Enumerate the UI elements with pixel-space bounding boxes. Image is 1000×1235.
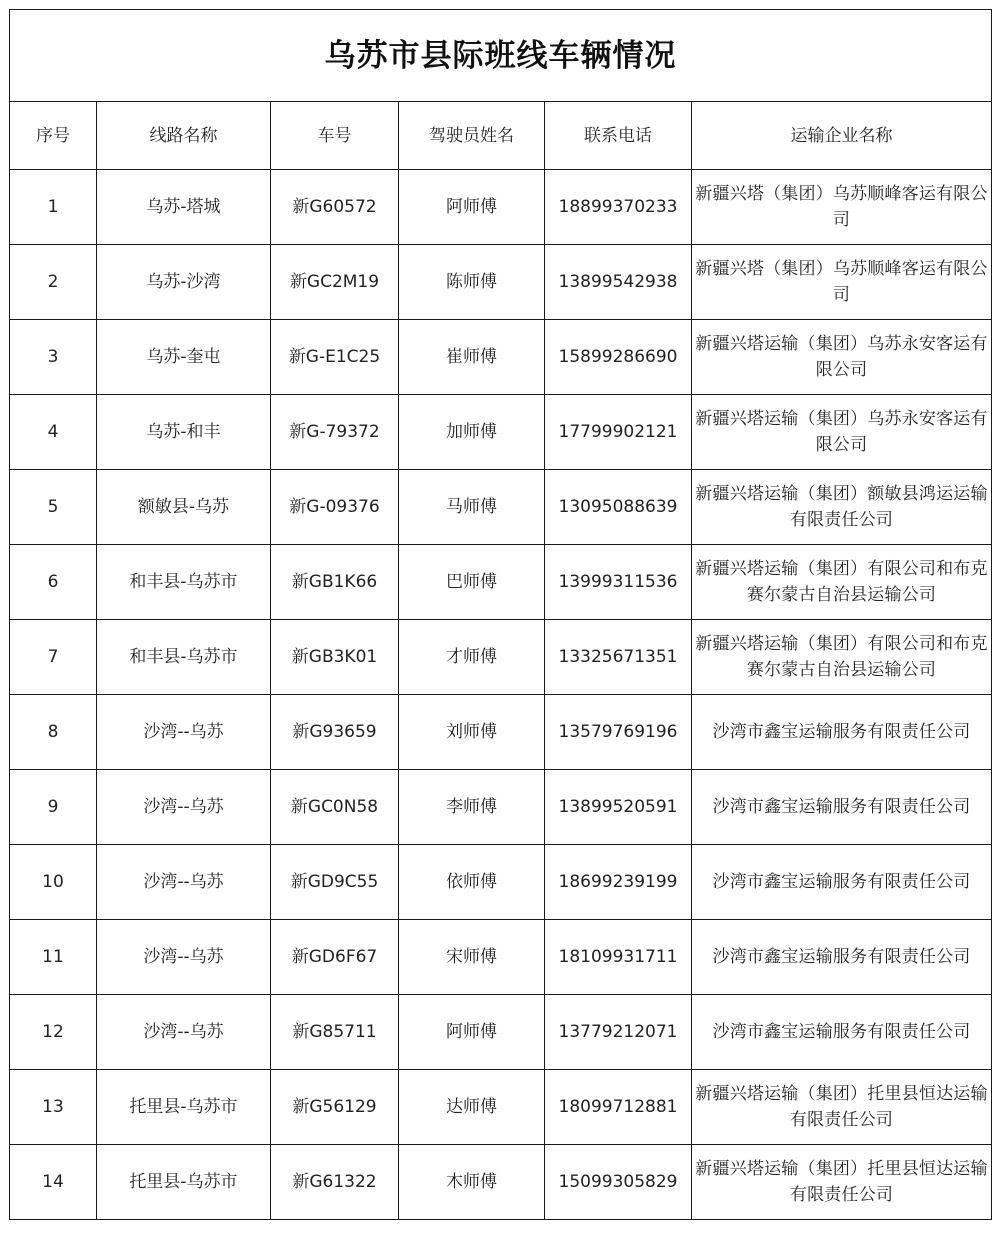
cell-route: 沙湾--乌苏 (97, 845, 271, 920)
cell-plate: 新G60572 (271, 170, 399, 245)
cell-driver: 加师傅 (399, 395, 545, 470)
cell-company: 新疆兴塔运输（集团）额敏县鸿运运输有限责任公司 (692, 470, 992, 545)
cell-route: 乌苏-沙湾 (97, 245, 271, 320)
cell-phone: 18899370233 (545, 170, 692, 245)
cell-route: 托里县-乌苏市 (97, 1070, 271, 1145)
cell-plate: 新GB3K01 (271, 620, 399, 695)
cell-no: 1 (10, 170, 97, 245)
vehicle-info-sheet (9, 9, 991, 1225)
cell-no: 14 (10, 1145, 97, 1220)
cell-driver: 阿师傅 (399, 995, 545, 1070)
table-row (10, 470, 992, 545)
cell-plate: 新G61322 (271, 1145, 399, 1220)
cell-route: 乌苏-和丰 (97, 395, 271, 470)
cell-company: 新疆兴塔运输（集团）乌苏永安客运有限公司 (692, 320, 992, 395)
column-header-phone: 联系电话 (545, 102, 692, 170)
cell-company: 新疆兴塔运输（集团）托里县恒达运输有限责任公司 (692, 1070, 992, 1145)
cell-plate: 新GC0N58 (271, 770, 399, 845)
column-header-plate: 车号 (271, 102, 399, 170)
cell-driver: 崔师傅 (399, 320, 545, 395)
cell-no: 2 (10, 245, 97, 320)
cell-driver: 陈师傅 (399, 245, 545, 320)
cell-phone: 13899520591 (545, 770, 692, 845)
cell-company: 新疆兴塔运输（集团）托里县恒达运输有限责任公司 (692, 1145, 992, 1220)
cell-route: 沙湾--乌苏 (97, 770, 271, 845)
cell-no: 12 (10, 995, 97, 1070)
cell-route: 和丰县-乌苏市 (97, 545, 271, 620)
cell-plate: 新GD6F67 (271, 920, 399, 995)
cell-phone: 13325671351 (545, 620, 692, 695)
cell-route: 沙湾--乌苏 (97, 920, 271, 995)
page-title: 乌苏市县际班线车辆情况 (10, 10, 992, 102)
cell-phone: 15099305829 (545, 1145, 692, 1220)
cell-route: 托里县-乌苏市 (97, 1145, 271, 1220)
cell-driver: 阿师傅 (399, 170, 545, 245)
column-header-route: 线路名称 (97, 102, 271, 170)
cell-no: 3 (10, 320, 97, 395)
cell-phone: 18099712881 (545, 1070, 692, 1145)
cell-no: 11 (10, 920, 97, 995)
cell-phone: 18109931711 (545, 920, 692, 995)
cell-company: 新疆兴塔运输（集团）有限公司和布克赛尔蒙古自治县运输公司 (692, 620, 992, 695)
cell-plate: 新GB1K66 (271, 545, 399, 620)
table-row (10, 395, 992, 470)
cell-driver: 依师傅 (399, 845, 545, 920)
table-row (10, 920, 992, 995)
cell-driver: 巴师傅 (399, 545, 545, 620)
cell-phone: 15899286690 (545, 320, 692, 395)
table-row (10, 845, 992, 920)
table-row (10, 695, 992, 770)
cell-plate: 新G93659 (271, 695, 399, 770)
cell-driver: 李师傅 (399, 770, 545, 845)
cell-company: 新疆兴塔（集团）乌苏顺峰客运有限公司 (692, 170, 992, 245)
cell-phone: 17799902121 (545, 395, 692, 470)
cell-company: 沙湾市鑫宝运输服务有限责任公司 (692, 995, 992, 1070)
table-row (10, 545, 992, 620)
cell-plate: 新G-09376 (271, 470, 399, 545)
cell-driver: 才师傅 (399, 620, 545, 695)
cell-route: 额敏县-乌苏 (97, 470, 271, 545)
column-header-no: 序号 (10, 102, 97, 170)
table-row (10, 620, 992, 695)
cell-phone: 13999311536 (545, 545, 692, 620)
table-row (10, 770, 992, 845)
cell-route: 乌苏-奎屯 (97, 320, 271, 395)
cell-driver: 宋师傅 (399, 920, 545, 995)
cell-company: 新疆兴塔运输（集团）乌苏永安客运有限公司 (692, 395, 992, 470)
cell-plate: 新G-79372 (271, 395, 399, 470)
cell-route: 和丰县-乌苏市 (97, 620, 271, 695)
table-row (10, 1145, 992, 1220)
cell-driver: 木师傅 (399, 1145, 545, 1220)
table-row (10, 1070, 992, 1145)
cell-phone: 18699239199 (545, 845, 692, 920)
cell-driver: 达师傅 (399, 1070, 545, 1145)
cell-company: 新疆兴塔（集团）乌苏顺峰客运有限公司 (692, 245, 992, 320)
cell-plate: 新G56129 (271, 1070, 399, 1145)
cell-no: 8 (10, 695, 97, 770)
column-header-driver: 驾驶员姓名 (399, 102, 545, 170)
column-header-company: 运输企业名称 (692, 102, 992, 170)
table-body (10, 170, 992, 1220)
cell-route: 沙湾--乌苏 (97, 995, 271, 1070)
cell-no: 7 (10, 620, 97, 695)
cell-company: 沙湾市鑫宝运输服务有限责任公司 (692, 845, 992, 920)
cell-driver: 刘师傅 (399, 695, 545, 770)
cell-plate: 新G-E1C25 (271, 320, 399, 395)
cell-plate: 新G85711 (271, 995, 399, 1070)
cell-route: 沙湾--乌苏 (97, 695, 271, 770)
cell-phone: 13779212071 (545, 995, 692, 1070)
cell-no: 10 (10, 845, 97, 920)
header-row (10, 102, 992, 170)
cell-phone: 13579769196 (545, 695, 692, 770)
cell-driver: 马师傅 (399, 470, 545, 545)
cell-plate: 新GD9C55 (271, 845, 399, 920)
cell-company: 沙湾市鑫宝运输服务有限责任公司 (692, 920, 992, 995)
cell-company: 沙湾市鑫宝运输服务有限责任公司 (692, 770, 992, 845)
table-row (10, 320, 992, 395)
table-row (10, 995, 992, 1070)
cell-phone: 13095088639 (545, 470, 692, 545)
cell-no: 5 (10, 470, 97, 545)
cell-no: 13 (10, 1070, 97, 1145)
cell-company: 沙湾市鑫宝运输服务有限责任公司 (692, 695, 992, 770)
cell-plate: 新GC2M19 (271, 245, 399, 320)
cell-no: 9 (10, 770, 97, 845)
table-row (10, 245, 992, 320)
cell-no: 6 (10, 545, 97, 620)
cell-phone: 13899542938 (545, 245, 692, 320)
cell-route: 乌苏-塔城 (97, 170, 271, 245)
table-row (10, 170, 992, 245)
cell-company: 新疆兴塔运输（集团）有限公司和布克赛尔蒙古自治县运输公司 (692, 545, 992, 620)
vehicle-table (9, 9, 992, 1220)
cell-no: 4 (10, 395, 97, 470)
